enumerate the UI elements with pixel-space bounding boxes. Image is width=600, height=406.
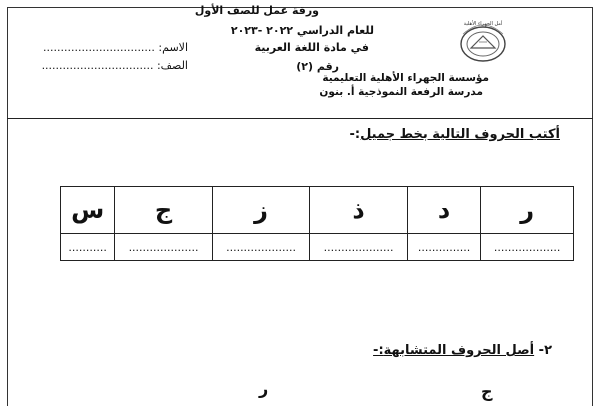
answer-blank[interactable]: .................... <box>212 234 310 261</box>
letters-row <box>61 187 574 234</box>
letter-cell: ز <box>212 187 310 234</box>
worksheet-title: ورقة عمل للصف الأول <box>194 4 319 17</box>
school-name: مدرسة الرفعة النموذجية أ. بنون <box>319 86 483 98</box>
answer-blank[interactable]: .................... <box>115 234 213 261</box>
answer-blank[interactable]: .................... <box>310 234 408 261</box>
question-2-suffix: :- <box>373 343 384 358</box>
letter-cell: ر <box>481 187 574 234</box>
class-label: الصف: <box>156 59 188 72</box>
answer-row <box>61 234 574 261</box>
name-label: الاسم: <box>158 41 188 54</box>
letter-cell: ج <box>115 187 213 234</box>
answer-blank[interactable]: ........... <box>61 234 115 261</box>
worksheet-number: رقم (٢) <box>296 60 339 73</box>
logo-text: أمل الجهراء الأهلية <box>463 21 503 27</box>
class-field[interactable]: ................................ <box>41 59 154 72</box>
school-logo <box>449 14 517 70</box>
letter-cell: د <box>407 187 480 234</box>
name-field[interactable]: ................................ <box>43 41 155 54</box>
letters-table <box>60 186 574 261</box>
answer-blank[interactable]: ................... <box>481 234 574 261</box>
academic-year: للعام الدراسي ٢٠٢٢ -٢٠٢٣ <box>230 24 374 37</box>
match-letter: ر <box>259 379 269 398</box>
question-2 <box>373 343 552 358</box>
letter-cell: س <box>61 187 115 234</box>
question-2-number: ٢- <box>538 343 552 358</box>
match-letter: ج <box>481 382 493 401</box>
org-name: مؤسسة الجهراء الأهلية التعليمية <box>322 72 489 84</box>
answer-blank[interactable]: ............... <box>407 234 480 261</box>
header-divider <box>7 118 593 119</box>
question-2-title: أصل الحروف المتشابهة <box>383 343 535 358</box>
letter-cell: ذ <box>310 187 408 234</box>
subject-line: في مادة اللغة العربية <box>254 41 369 54</box>
question-1-title: أكتب الحروف التالية بخط جميل <box>360 127 560 142</box>
question-1 <box>349 127 560 142</box>
question-1-suffix: :- <box>349 127 361 142</box>
